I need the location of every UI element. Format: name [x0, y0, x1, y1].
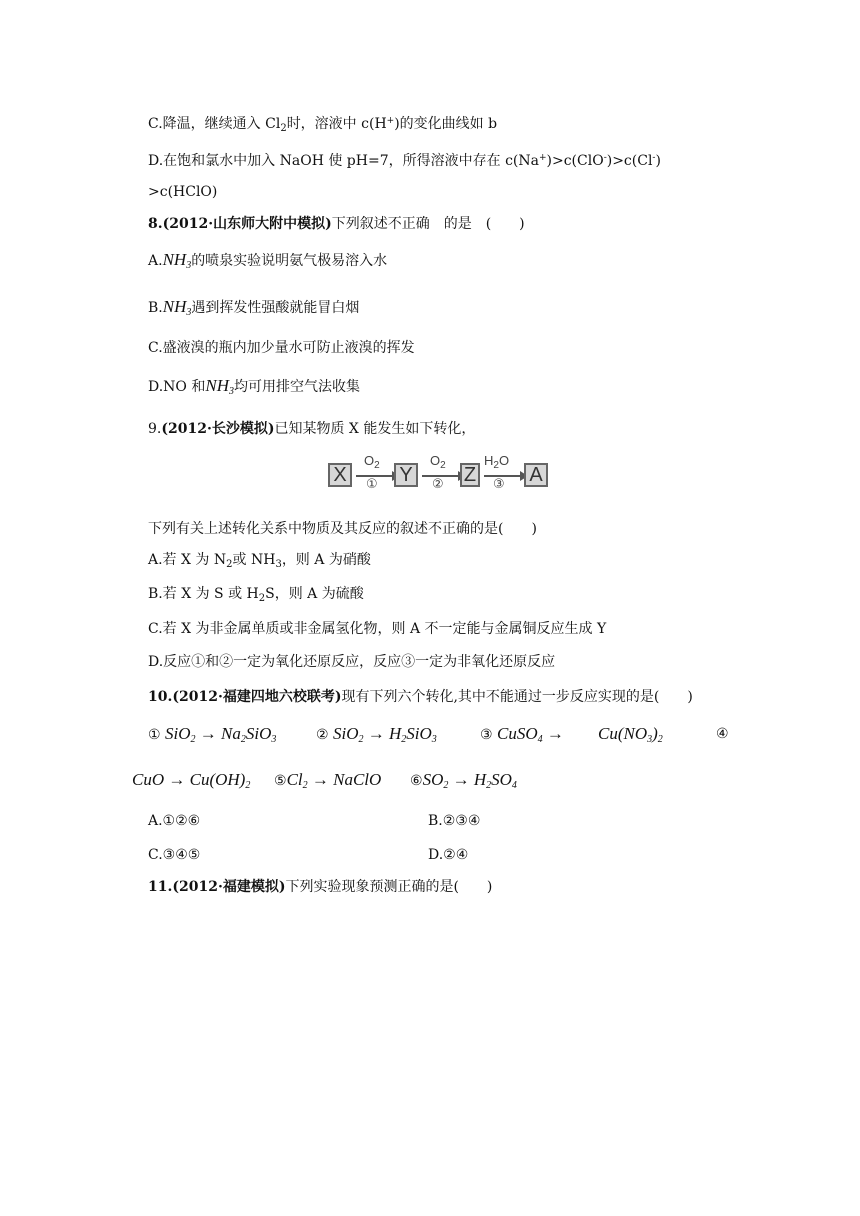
q7-option-d-cont: >c(HClO): [148, 184, 218, 200]
reagent-o2-2: $O_2$: [430, 453, 446, 471]
q7-option-c: C.降温，继续通入 $Cl_2$时，溶液中 c(H+)的变化曲线如 b: [148, 116, 498, 134]
q9-question: 下列有关上述转化关系中物质及其反应的叙述不正确的是( ): [148, 521, 537, 537]
species-a: A: [524, 463, 548, 487]
conversion-diagram: [328, 455, 552, 495]
reagent-h2o: $H_2O$: [484, 453, 510, 471]
q10-item-6: $⑥SO_2 \to H_2SO_4$: [410, 770, 517, 791]
reagent-o2-1: $O_2$: [364, 453, 380, 471]
q9-option-a: A.若 X 为 $N_2$或 $NH_3$，则 A 为硝酸: [148, 552, 371, 570]
q7-option-d: D.在饱和氯水中加入 NaOH 使 pH=7，所得溶液中存在 c(Na+)>c(ClO-)>c(Cl-): [148, 153, 661, 169]
q9-stem: 9.(2012·长沙模拟)已知某物质 X 能发生如下转化，: [148, 421, 476, 437]
q9-option-c: C.若 X 为非金属单质或非金属氢化物，则 A 不一定能与金属铜反应生成 Y: [148, 621, 607, 637]
species-y: Y: [394, 463, 418, 487]
q10-item-1: ① $SiO_2 \to Na_2SiO_3$: [148, 724, 277, 745]
q10-item-5: $⑤Cl_2$ → NaClO: [274, 770, 382, 791]
q11-stem: 11.(2012·福建模拟)下列实验现象预测正确的是( ): [148, 879, 493, 895]
q10-item-3: ③ CuSO$_4$ →: [480, 724, 564, 745]
q11-source: 11.(2012·福建模拟): [148, 879, 286, 895]
step-1: ①: [366, 477, 378, 492]
q8-option-d: D.NO 和$NH_3$均可用排空气法收集: [148, 376, 360, 397]
q9-option-b: B.若 X 为 S 或 $H_2S$，则 A 为硫酸: [148, 586, 364, 604]
q10-item-2: ② $SiO_2 \to H_2SiO_3$: [316, 724, 437, 745]
step-3: ③: [493, 477, 505, 492]
q10-choice-b: B.②③④: [428, 813, 481, 829]
q8-stem: 8.(2012·山东师大附中模拟)下列叙述不正确 的是 ( ): [148, 216, 525, 232]
q8-option-a: $A.NH_3$的喷泉实验说明氨气极易溶入水: [148, 250, 388, 271]
q10-stem: 10.(2012·福建四地六校联考)现有下列六个转化,其中不能通过一步反应实现的是( ): [148, 689, 693, 705]
q9-source: (2012·长沙模拟): [161, 421, 275, 437]
q8-source: 8.(2012·山东师大附中模拟): [148, 216, 332, 232]
species-z: Z: [460, 463, 480, 487]
q10-choice-d: D.②④: [428, 847, 469, 863]
q10-item-3-product: $Cu(NO_3)_2$: [598, 724, 663, 745]
q9-option-d: D.反应①和②一定为氧化还原反应，反应③一定为非氧化还原反应: [148, 654, 556, 670]
step-2: ②: [432, 477, 444, 492]
q8-option-b: $B.NH_3$遇到挥发性强酸就能冒白烟: [148, 297, 360, 318]
q10-item-4: CuO → $Cu(OH)_2$: [132, 770, 251, 791]
q10-choice-c: C.③④⑤: [148, 847, 201, 863]
species-x: X: [328, 463, 352, 487]
q10-item-4-marker: ④: [716, 726, 729, 742]
q8-option-c: C.盛液溴的瓶内加少量水可防止液溴的挥发: [148, 340, 415, 356]
q10-source: 10.(2012·福建四地六校联考): [148, 689, 342, 705]
q10-choice-a: A.①②⑥: [148, 813, 201, 829]
